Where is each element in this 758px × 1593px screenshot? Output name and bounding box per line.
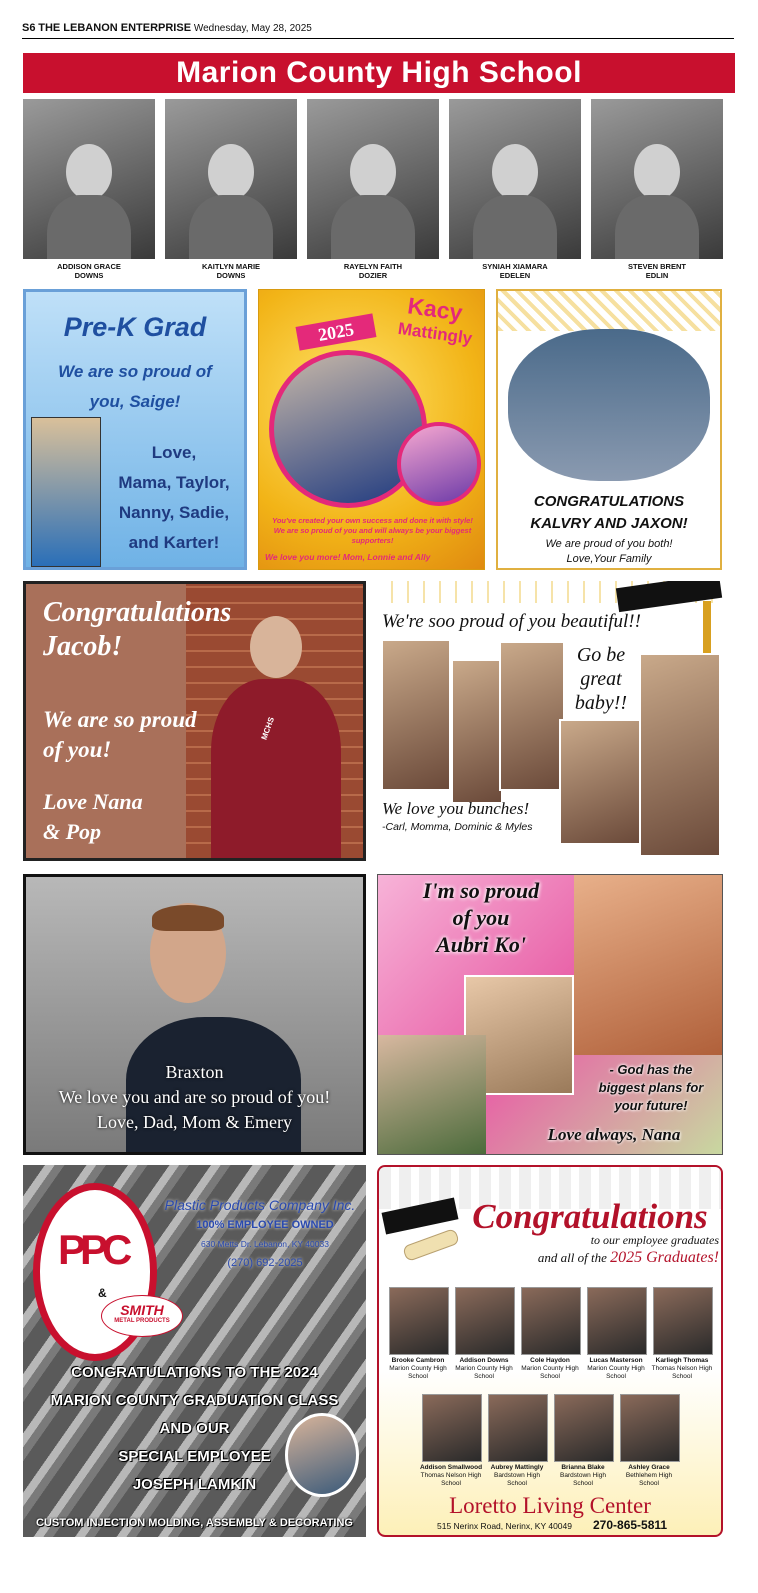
ppc-company: Plastic Products Company Inc. xyxy=(164,1197,356,1213)
grad-caption: Lucas Masterson Marion County High School xyxy=(587,1357,645,1380)
senior-caption: SYNIAH XIAMARA EDELEN xyxy=(482,262,548,280)
ad-prek-grad xyxy=(23,289,247,570)
kacy-signature: We love you more! Mom, Lonnie and Ally xyxy=(265,552,431,562)
aubri-toddler-photo xyxy=(378,1035,486,1155)
senior-caption: RAYELYN FAITH DOZIER xyxy=(343,262,403,280)
paper-name: THE LEBANON ENTERPRISE xyxy=(38,22,192,34)
ppc-phone: (270) 692-2025 xyxy=(227,1257,303,1269)
jacob-headline: Congratulations Jacob! xyxy=(43,597,232,662)
grad-caption: Brooke Cambron Marion County High School xyxy=(389,1357,447,1380)
loretto-congrats: Congratulations xyxy=(472,1197,708,1236)
jacob-face xyxy=(250,616,302,678)
grad-caption: Ashley Grace Bethlehem High School xyxy=(625,1464,673,1487)
employee-photo xyxy=(285,1413,359,1497)
confetti-decoration xyxy=(498,291,720,331)
diploma-icon xyxy=(402,1228,460,1262)
kalvry-signature: We are proud of you both! Love,Your Family xyxy=(545,538,673,565)
ad-aubri xyxy=(377,874,723,1155)
smith-logo: SMITH METAL PRODUCTS xyxy=(101,1295,183,1337)
kalvry-congrats: CONGRATULATIONS KALVRY AND JAXON! xyxy=(530,493,688,532)
prek-photo xyxy=(31,417,101,567)
senior-caption: STEVEN BRENT EDLIN xyxy=(628,262,686,280)
senior-photo xyxy=(449,99,581,259)
ad-loretto xyxy=(377,1165,723,1537)
senior-photo xyxy=(591,99,723,259)
loretto-business: Loretto Living Center xyxy=(449,1493,651,1518)
kacy-year: 2025 xyxy=(296,313,377,350)
senior-caption: ADDISON GRACE DOWNS xyxy=(57,262,121,280)
kacy-child-photo xyxy=(397,422,481,506)
prek-title: Pre-K Grad xyxy=(63,312,207,342)
grad-caption: Karliegh Thomas Thomas Nelson High School xyxy=(651,1357,713,1380)
school-banner: Marion County High School xyxy=(23,53,735,93)
grad-photo xyxy=(620,1394,680,1462)
grad-caption: Aubrey Mattingly Bardstown High School xyxy=(490,1464,544,1487)
aubri-teen-photo xyxy=(574,875,723,1055)
jacob-message: We are so proud of you! xyxy=(43,707,197,762)
aubri-side-message: - God has the biggest plans for your future! xyxy=(598,1062,704,1113)
teen-photo xyxy=(639,653,721,857)
grad-photo xyxy=(554,1394,614,1462)
grad-caption: Cole Haydon Marion County High School xyxy=(521,1357,579,1380)
gown-text: MCHS xyxy=(259,715,277,742)
ppc-address: 630 Metts Dr. Lebanon, KY 40033 xyxy=(201,1239,329,1249)
loretto-address: 515 Nerinx Road, Nerinx, KY 40049 xyxy=(437,1521,572,1531)
grad-photo xyxy=(653,1287,713,1355)
kalvry-photo xyxy=(508,329,710,481)
ad-beautiful xyxy=(377,581,723,861)
page-header xyxy=(22,22,734,39)
aubri-headline: I'm so proud of you Aubri Ko' xyxy=(422,878,540,957)
senior-photo xyxy=(307,99,439,259)
ppc-footer: CUSTOM INJECTION MOLDING, ASSEMBLY & DECORATING xyxy=(36,1517,353,1529)
issue-date: Wednesday, May 28, 2025 xyxy=(193,23,312,34)
ppc-owned: 100% EMPLOYEE OWNED xyxy=(196,1219,334,1231)
grad-photo xyxy=(455,1287,515,1355)
child-photo-1 xyxy=(381,639,451,791)
child-photo-3 xyxy=(499,641,565,791)
grad-caption: Brianna Blake Bardstown High School xyxy=(560,1464,606,1487)
grad-caption: Addison Downs Marion County High School xyxy=(455,1357,513,1380)
loretto-phone: 270-865-5811 xyxy=(593,1518,668,1532)
ad-jacob xyxy=(23,581,366,861)
braxton-hair xyxy=(152,905,224,931)
senior-caption: KAITLYN MARIE DOWNS xyxy=(201,262,261,280)
child-photo-2 xyxy=(451,659,503,804)
prek-message: We are so proud of you, Saige! xyxy=(58,362,212,411)
braxton-message: Braxton We love you and are so proud of you! Love, Dad, Mom & Emery xyxy=(58,1062,331,1132)
beautiful-side-message: Go be great baby!! xyxy=(574,644,628,714)
jacob-signature: Love Nana & Pop xyxy=(43,789,143,844)
beautiful-love: We love you bunches! xyxy=(382,799,530,818)
ppc-congrats: CONGRATULATIONS TO THE 2024 MARION COUNTY GRADUATION CLASS AND OUR SPECIAL EMPLOYEE JOSEPH LAMKIN xyxy=(50,1364,339,1493)
grad-photo xyxy=(488,1394,548,1462)
jacob-photo xyxy=(211,679,341,859)
senior-photo xyxy=(23,99,155,259)
ppc-logo-letters: PPC xyxy=(58,1226,127,1273)
kacy-message: You've created your own success and done it with style! We are so proud of you and will always be your biggest supporters! xyxy=(272,516,473,545)
ad-kalvry-jaxon xyxy=(496,289,722,570)
couple-photo xyxy=(559,719,641,845)
ad-ppc xyxy=(23,1165,366,1537)
beautiful-signature: -Carl, Momma, Dominic & Myles xyxy=(382,821,533,833)
ad-braxton xyxy=(23,874,366,1155)
kacy-last-name: Mattingly xyxy=(396,318,474,349)
senior-photo xyxy=(165,99,297,259)
grad-photo xyxy=(521,1287,581,1355)
prek-signature: Love, Mama, Taylor, Nanny, Sadie, and Karter! xyxy=(118,443,230,552)
grad-caption: Addison Smallwood Thomas Nelson High School xyxy=(419,1464,483,1487)
loretto-line1: to our employee graduates xyxy=(590,1233,719,1247)
page-number: S6 xyxy=(22,22,36,34)
grad-photo xyxy=(587,1287,647,1355)
kacy-first-name: Kacy xyxy=(406,292,465,326)
ad-kacy xyxy=(258,289,485,570)
loretto-line2: and all of the 2025 Graduates! xyxy=(537,1249,719,1266)
grad-photo xyxy=(389,1287,449,1355)
beautiful-headline: We're soo proud of you beautiful!! xyxy=(382,611,641,632)
ppc-logo-amp: & xyxy=(98,1286,107,1300)
grad-photo xyxy=(422,1394,482,1462)
aubri-signature: Love always, Nana xyxy=(547,1125,681,1144)
